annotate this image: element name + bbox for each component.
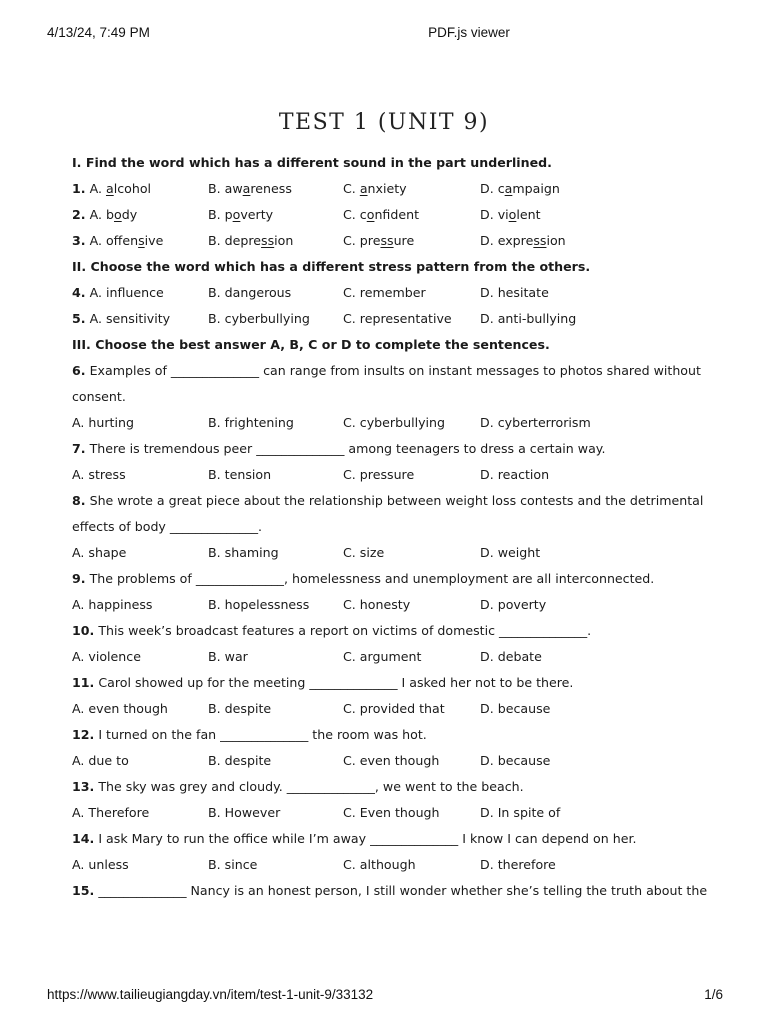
option-b: B. frightening: [208, 415, 294, 430]
question-number: 1.: [72, 181, 86, 196]
question-number: 2.: [72, 207, 86, 222]
question-15-text: 15. ______________ Nancy is an honest person, I still wonder whether she’s telling the truth about the: [72, 883, 708, 898]
option-d: D. violent: [480, 207, 541, 222]
question-7-text: 7. There is tremendous peer ______________ among teenagers to dress a certain way.: [72, 441, 606, 456]
viewer-title: PDF.js viewer: [428, 25, 510, 40]
question-6-text-cont: consent.: [72, 389, 126, 404]
question-13-options: [72, 800, 712, 826]
option-a: 2. A. body: [72, 207, 138, 222]
question-number: 5.: [72, 311, 86, 326]
question-5-options: [72, 306, 712, 332]
question-number: 11.: [72, 675, 95, 690]
question-number: 13.: [72, 779, 95, 794]
option-c: C. remember: [343, 285, 426, 300]
question-7-options: [72, 462, 712, 488]
question-9-options: [72, 592, 712, 618]
print-footer: [0, 987, 768, 1005]
option-d: D. anti-bullying: [480, 311, 577, 326]
section-heading-1: I. Find the word which has a different sound in the part underlined.: [72, 155, 552, 170]
option-b: B. since: [208, 857, 258, 872]
option-a: A. due to: [72, 753, 129, 768]
option-c: C. pressure: [343, 233, 415, 248]
source-url[interactable]: https://www.tailieugiangday.vn/item/test-1-unit-9/33132: [47, 987, 374, 1002]
question-13-text: 13. The sky was grey and cloudy. ______________, we went to the beach.: [72, 779, 524, 794]
option-c: C. although: [343, 857, 416, 872]
option-a: A. violence: [72, 649, 141, 664]
question-6-text: 6. Examples of ______________ can range from insults on instant messages to photos shared without: [72, 363, 701, 378]
option-a: A. even though: [72, 701, 168, 716]
option-a: A. happiness: [72, 597, 153, 612]
option-a: 4. A. influence: [72, 285, 164, 300]
question-number: 10.: [72, 623, 95, 638]
option-a: A. Therefore: [72, 805, 150, 820]
section-heading-3: III. Choose the best answer A, B, C or D to complete the sentences.: [72, 337, 550, 352]
question-11-options: [72, 696, 712, 722]
option-c: C. pressure: [343, 467, 415, 482]
document-title: TEST 1 (UNIT 9): [278, 110, 490, 135]
section-heading-2: II. Choose the word which has a different stress pattern from the others.: [72, 259, 591, 274]
question-number: 6.: [72, 363, 86, 378]
question-number: 7.: [72, 441, 86, 456]
option-d: D. expression: [480, 233, 566, 248]
question-number: 8.: [72, 493, 86, 508]
question-3-options: [72, 228, 712, 254]
question-8-text: 8. She wrote a great piece about the relationship between weight loss contests and the detrimental: [72, 493, 704, 508]
option-b: B. tension: [208, 467, 272, 482]
option-c: C. cyberbullying: [343, 415, 445, 430]
page-indicator: 1/6: [704, 987, 723, 1002]
option-a: A. shape: [72, 545, 127, 560]
option-b: B. poverty: [208, 207, 274, 222]
option-b: B. despite: [208, 753, 272, 768]
option-d: D. because: [480, 701, 551, 716]
option-c: C. Even though: [343, 805, 440, 820]
option-a: A. unless: [72, 857, 129, 872]
option-c: C. honesty: [343, 597, 411, 612]
question-14-text: 14. I ask Mary to run the office while I’m away ______________ I know I can depend on her.: [72, 831, 637, 846]
option-c: C. even though: [343, 753, 440, 768]
question-14-options: [72, 852, 712, 878]
question-number: 4.: [72, 285, 86, 300]
option-c: C. representative: [343, 311, 452, 326]
question-11-text: 11. Carol showed up for the meeting ______________ I asked her not to be there.: [72, 675, 574, 690]
option-b: B. despite: [208, 701, 272, 716]
option-d: D. reaction: [480, 467, 550, 482]
question-8-options: [72, 540, 712, 566]
option-c: C. argument: [343, 649, 422, 664]
question-8-text-cont: effects of body ______________.: [72, 519, 263, 534]
question-10-text: 10. This week’s broadcast features a report on victims of domestic ______________.: [72, 623, 592, 638]
print-datetime: 4/13/24, 7:49 PM: [47, 25, 150, 40]
option-b: B. shaming: [208, 545, 279, 560]
option-d: D. weight: [480, 545, 541, 560]
question-10-options: [72, 644, 712, 670]
question-2-options: [72, 202, 712, 228]
option-a: A. hurting: [72, 415, 134, 430]
option-d: D. In spite of: [480, 805, 561, 820]
option-b: B. hopelessness: [208, 597, 310, 612]
option-b: B. cyberbullying: [208, 311, 310, 326]
question-number: 9.: [72, 571, 86, 586]
option-d: D. because: [480, 753, 551, 768]
option-a: 1. A. alcohol: [72, 181, 152, 196]
question-12-text: 12. I turned on the fan ______________ the room was hot.: [72, 727, 427, 742]
question-number: 3.: [72, 233, 86, 248]
option-b: B. depression: [208, 233, 294, 248]
option-b: B. awareness: [208, 181, 292, 196]
option-b: B. war: [208, 649, 248, 664]
option-d: D. cyberterrorism: [480, 415, 591, 430]
question-6-options: [72, 410, 712, 436]
question-number: 15.: [72, 883, 95, 898]
option-a: 3. A. offensive: [72, 233, 164, 248]
question-12-options: [72, 748, 712, 774]
option-d: D. poverty: [480, 597, 547, 612]
question-number: 14.: [72, 831, 95, 846]
question-number: 12.: [72, 727, 95, 742]
question-4-options: [72, 280, 712, 306]
option-b: B. dangerous: [208, 285, 292, 300]
question-1-options: [72, 176, 712, 202]
option-c: C. size: [343, 545, 385, 560]
option-d: D. debate: [480, 649, 542, 664]
question-9-text: 9. The problems of ______________, homelessness and unemployment are all interconnected.: [72, 571, 655, 586]
option-a: 5. A. sensitivity: [72, 311, 171, 326]
option-d: D. therefore: [480, 857, 556, 872]
print-header: [0, 25, 768, 43]
option-c: C. confident: [343, 207, 420, 222]
option-d: D. hesitate: [480, 285, 549, 300]
option-c: C. provided that: [343, 701, 445, 716]
document-body: [72, 150, 712, 904]
option-c: C. anxiety: [343, 181, 407, 196]
option-a: A. stress: [72, 467, 126, 482]
option-d: D. campaign: [480, 181, 560, 196]
option-b: B. However: [208, 805, 281, 820]
